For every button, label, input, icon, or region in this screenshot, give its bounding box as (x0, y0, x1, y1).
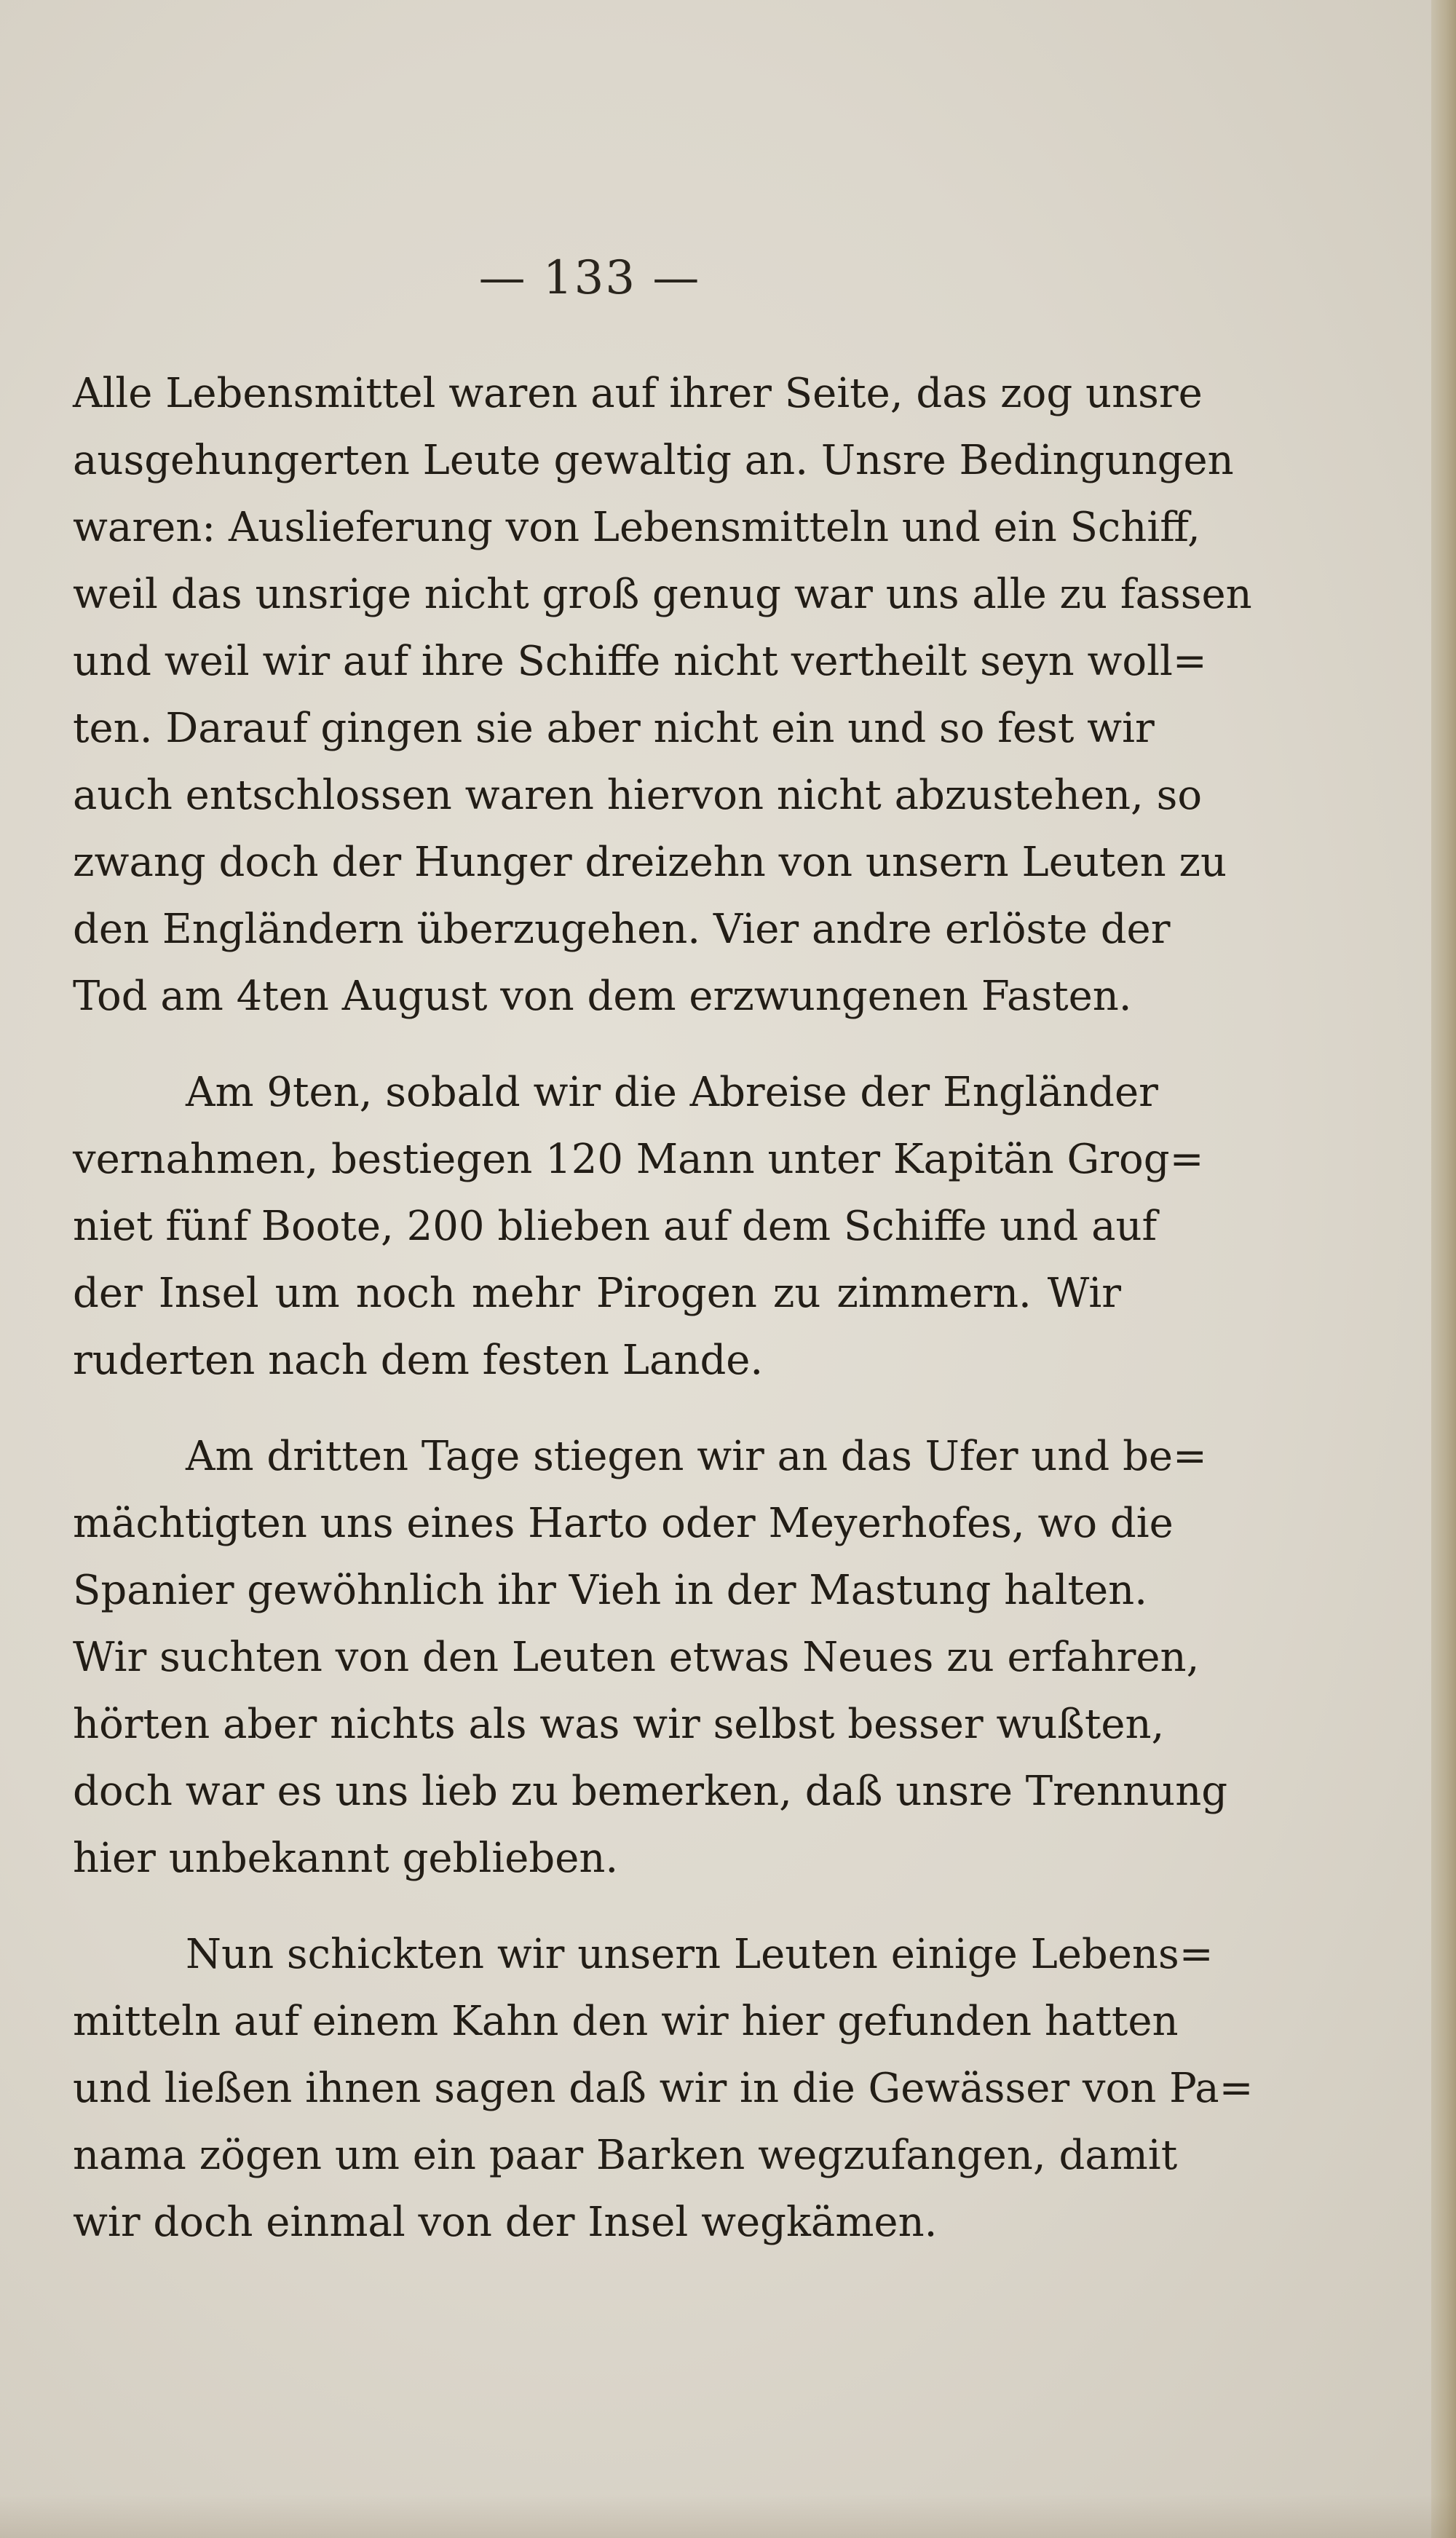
body-text (73, 360, 1254, 2285)
text-line: vernahmen, bestiegen 120 Mann unter Kapitän Grog= (73, 1136, 1204, 1183)
text-line: Alle Lebensmittel waren auf ihrer Seite, das zog unsre (73, 370, 1203, 417)
text-line: auch entschlossen waren hiervon nicht abzustehen, so (73, 772, 1203, 819)
text-line: doch war es uns lieb zu bemerken, daß unsre Trennung (73, 1768, 1228, 1815)
text-line: hier unbekannt geblieben. (73, 1835, 619, 1882)
text-line: weil das unsrige nicht groß genug war uns alle zu fassen (73, 571, 1252, 618)
text-line: und weil wir auf ihre Schiffe nicht vertheilt seyn woll= (73, 638, 1207, 685)
text-line: waren: Auslieferung von Lebensmitteln und ein Schiff, (73, 504, 1200, 551)
text-line: nama zögen um ein paar Barken wegzufangen, damit (73, 2132, 1178, 2179)
text-line: Wir suchten von den Leuten etwas Neues zu erfahren, (73, 1634, 1200, 1681)
paragraph (73, 1921, 1254, 2256)
text-line: der Insel um noch mehr Pirogen zu zimmern. Wir (73, 1270, 1121, 1317)
page-shadow (0, 2494, 1456, 2538)
text-line: Am 9ten, sobald wir die Abreise der Engländer (186, 1069, 1158, 1116)
text-line: Nun schickten wir unsern Leuten einige Lebens= (186, 1931, 1214, 1978)
text-line: mächtigten uns eines Harto oder Meyerhofes, wo die (73, 1500, 1174, 1547)
text-line: den Engländern überzugehen. Vier andre erlöste der (73, 906, 1171, 953)
paragraph (73, 1059, 1204, 1394)
text-line: Tod am 4ten August von dem erzwungenen Fasten. (73, 973, 1132, 1020)
text-line: niet fünf Boote, 200 blieben auf dem Schiffe und auf (73, 1203, 1158, 1250)
text-line: Am dritten Tage stiegen wir an das Ufer und be= (186, 1433, 1207, 1480)
paragraph (73, 1423, 1228, 1892)
text-line: und ließen ihnen sagen daß wir in die Gewässer von Pa= (73, 2065, 1254, 2112)
text-line: hörten aber nichts als was wir selbst besser wußten, (73, 1701, 1165, 1748)
text-line: Spanier gewöhnlich ihr Vieh in der Mastung halten. (73, 1567, 1147, 1614)
text-line: ten. Darauf gingen sie aber nicht ein und so fest wir (73, 705, 1155, 752)
text-line: mitteln auf einem Kahn den wir hier gefunden hatten (73, 1998, 1179, 2045)
text-line: ruderten nach dem festen Lande. (73, 1337, 764, 1384)
page-edge (1431, 0, 1456, 2538)
text-line: zwang doch der Hunger dreizehn von unsern Leuten zu (73, 839, 1227, 886)
paragraph (73, 360, 1252, 1030)
text-line: wir doch einmal von der Insel wegkämen. (73, 2199, 938, 2246)
text-line: ausgehungerten Leute gewaltig an. Unsre Bedingungen (73, 437, 1234, 484)
page-number: — 133 — (478, 251, 701, 305)
